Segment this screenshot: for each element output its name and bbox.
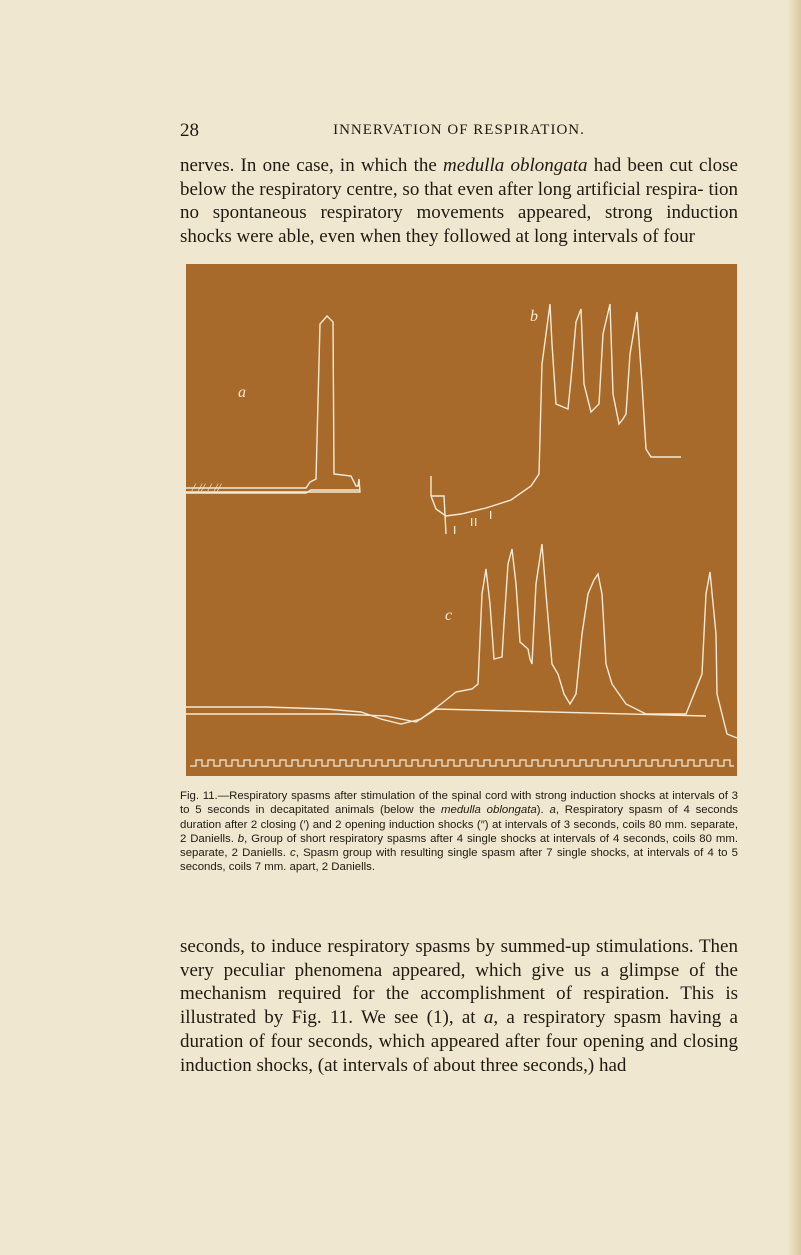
- caption-text: , Respiratory spasm of 4 seconds duration after 2 closing (′) and 2 opening induction shocks (″) at intervals of 3 seconds, coils 80 mm. separate, 2 Daniells.: [180, 804, 738, 845]
- body-paragraph-top: [180, 154, 738, 248]
- caption-label-b: b: [237, 832, 245, 845]
- figure-label-b: b: [530, 308, 538, 325]
- paragraph-text: seconds, to induce respiratory spasms by summed-up stimulations. Then very peculiar phenomena appeared, which give us a glimpse of the mechanism required for the accomplishment of respiration. This is illustrated by Fig. 11. We see (1), at: [180, 936, 738, 1029]
- figure-label-c: c: [445, 607, 453, 624]
- figure-label-a: a: [238, 384, 246, 401]
- label-a-term: a: [483, 1007, 494, 1029]
- page-number: 28: [180, 120, 199, 141]
- stimulus-mark-b3: [475, 518, 476, 526]
- caption-label-c: c: [290, 847, 296, 860]
- kymograph-tracing: [186, 264, 737, 776]
- figure-11-kymograph: [186, 264, 737, 776]
- figure-background: [186, 264, 737, 776]
- paragraph-text: nerves. In one case, in which the: [180, 155, 444, 176]
- caption-text: , Group of short respiratory spasms after 4 single shocks at intervals of 4 seconds, coils 80 mm. separate, 2 Daniells.: [180, 832, 738, 860]
- stimulus-marks-a: / // / //: [192, 480, 222, 494]
- caption-label-a: a: [549, 804, 556, 817]
- stimulus-mark-b4: [490, 511, 491, 519]
- stimulus-mark-b2: [471, 518, 472, 526]
- paragraph-text: had been cut close below the respiratory centre, so that even after long artificial respira- tion no spontaneous respiratory movements appeared, strong induction shocks were able, even when they followed at long intervals of four: [180, 155, 738, 247]
- paragraph-text: , a respiratory spasm having a duration of four seconds, which appeared after four opening and closing induction shocks, (at intervals of about three seconds,) had: [180, 1007, 738, 1076]
- caption-medulla-term: medulla oblongata: [441, 804, 537, 817]
- medulla-term: medulla oblongata: [443, 155, 588, 176]
- running-title: INNERVATION OF RESPIRATION.: [333, 122, 585, 138]
- body-paragraph-bottom: [180, 935, 738, 1077]
- figure-caption: [180, 789, 738, 875]
- page-header: [180, 120, 738, 144]
- page-edge-shadow: [787, 0, 801, 1255]
- caption-text: ).: [536, 804, 550, 817]
- caption-text: Fig. 11.—Respiratory spasms after stimulation of the spinal cord with strong induction shocks at intervals of 3 to 5 seconds in decapitated animals (below the: [180, 790, 738, 817]
- stimulus-mark-b1: [454, 526, 455, 534]
- caption-text: , Spasm group with resulting single spasm after 7 single shocks, at intervals of 4 to 5 seconds, coils 7 mm. apart, 2 Daniells.: [180, 847, 739, 874]
